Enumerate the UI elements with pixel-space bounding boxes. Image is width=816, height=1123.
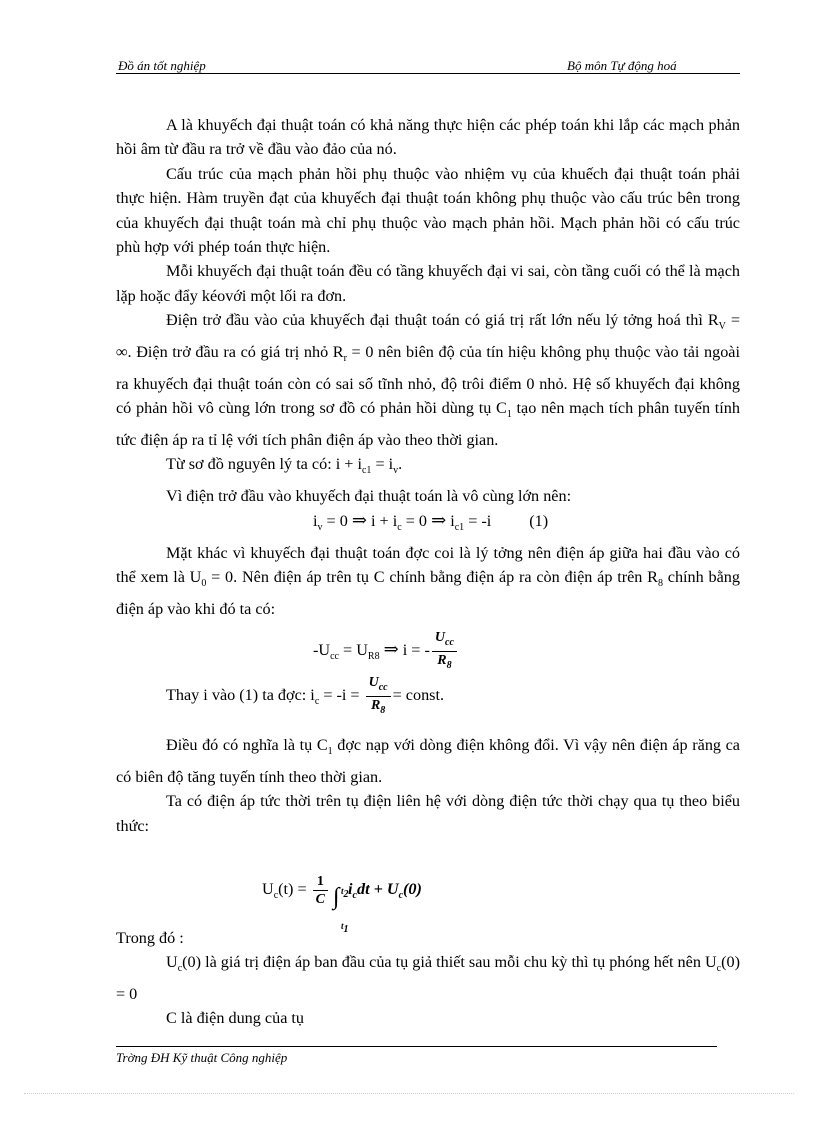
header-divider xyxy=(116,73,740,74)
page-edge-dotted-line xyxy=(24,1093,794,1094)
paragraph: C là điện dung của tụ xyxy=(166,1009,305,1028)
document-body xyxy=(116,113,740,1031)
equation-2: $-U_{cc} = U_{R8}$ ⇒ i = - $\frac{U_{cc}}{R_8}$ xyxy=(116,627,740,671)
paragraph: Mỗi khuyếch đại thuật toán đều có tầng khuyếch đại vi sai, còn tầng cuối có thể là mạch lặp hoặc đẩy kéovới một lối ra đơn. xyxy=(116,262,740,305)
paragraph-ideal-opamp: Mặt khác vì khuyếch đại thuật toán đợc coi là lý tởng nên điện áp giữa hai đầu vào có thể xem là $U_0 = 0$. Nên điện áp trên tụ C chính bằng điện áp ra còn điện áp trên $R_8$ chính bằng điện áp vào khi đó ta có: xyxy=(116,543,740,618)
paragraph-charging: Điều đó có nghĩa là tụ $C_1$ đợc nạp với dòng điện không đổi. Vì vậy nên điện áp răng ca có biên độ tăng tuyến tính theo thời gian. xyxy=(116,736,740,786)
implies-arrow-icon: ⇒ xyxy=(351,510,367,531)
paragraph: Cấu trúc của mạch phản hồi phụ thuộc vào nhiệm vụ của khuếch đại thuật toán phải thực hiện. Hàm truyền đạt của khuyếch đại thuật toán không phụ thuộc vào cấu trúc bên trong của khuyếch đại thuật toán mà chỉ phụ thuộc vào mạch phản hồi. Mạch phản hồi có cấu trúc phù hợp với phép toán thực hiện. xyxy=(116,164,740,257)
paragraph-node-equation: Từ sơ đồ nguyên lý ta có: $i + i_{c1} = i_v$. xyxy=(166,454,403,477)
implies-arrow-icon: ⇒ xyxy=(431,510,447,531)
infinity-symbol: ∞ xyxy=(116,342,128,361)
equation-1: $i_v = 0$ ⇒ $i + i_c = 0$ ⇒ $i_{c1} = -i$ (1) xyxy=(313,510,549,534)
header-left-title: Đồ án tốt nghiệp xyxy=(118,58,206,73)
fraction: $\frac{1}{C}$ xyxy=(313,873,328,908)
footer-divider xyxy=(116,1046,717,1047)
footer-text: Trờng ĐH Kỹ thuật Công nghiệp xyxy=(116,1050,288,1065)
equation-3: Thay i vào (1) ta đợc: $i_c = -i$ = $\frac{U_{cc}}{R_8}$ = const. xyxy=(116,671,740,719)
header-right-title: Bộ môn Tự động hoá xyxy=(567,58,677,73)
equation-number: (1) xyxy=(529,512,549,531)
implies-arrow-icon: ⇒ xyxy=(383,639,399,660)
equation-integral: $U_c(t)$ = $\frac{1}{C}$ $t_2$ ∫ $t_1$ $i_cdt + U_c(0)$ xyxy=(116,866,740,912)
fraction: $\frac{U_{cc}}{R_8}$ xyxy=(366,674,391,719)
fraction: $\frac{U_{cc}}{R_8}$ xyxy=(432,629,457,674)
paragraph-where: Trong đó : xyxy=(116,928,184,947)
paragraph: Ta có điện áp tức thời trên tụ điện liên hệ với dòng điện tức thời chạy qua tụ theo biểu thức: xyxy=(116,792,740,835)
paragraph-initial-voltage: $U_c(0)$ là giá trị điện áp ban đầu của tụ giả thiết sau mỗi chu kỳ thì tụ phóng hết nên $U_c(0) = 0$ xyxy=(116,953,740,1004)
paragraph-input-resistance: Điện trở đầu vào của khuyếch đại thuật toán có giá trị rất lớn nếu lý tởng hoá thì $R_V$ = ∞. Điện trở đầu ra có giá trị nhỏ $R_r = 0$ nên biên độ của tín hiệu không phụ thuộc vào tải ngoài ra khuyếch đại thuật toán còn có sai số tĩnh nhỏ, độ trôi điểm 0 nhỏ. Hệ số khuyếch đại không có phản hồi vô cùng lớn trong sơ đồ có phản hồi dùng tụ $C_1$ tạo nên mạch tích phân tuyến tính tức điện áp ra tỉ lệ với tích phân điện áp vào theo thời gian. xyxy=(116,311,740,449)
paragraph: A là khuyếch đại thuật toán có khả năng thực hiện các phép toán khi lắp các mạch phản hồi âm từ đầu ra trở về đầu vào đảo của nó. xyxy=(116,116,740,159)
integral-icon: $t_2$ ∫ $t_1$ xyxy=(333,884,349,936)
paragraph: Vì điện trở đầu vào khuyếch đại thuật toán là vô cùng lớn nên: xyxy=(166,486,572,505)
